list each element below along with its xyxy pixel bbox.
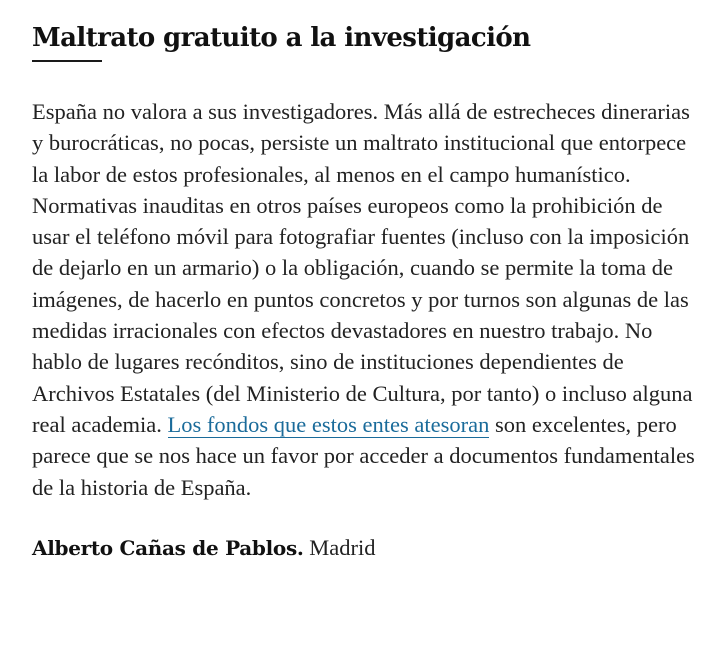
author-name: Alberto Cañas de Pablos. xyxy=(32,535,304,560)
body-text-after-link: son excelentes, pero parece que se nos hace un favor por acceder a documentos fundamentales de la historia de España. xyxy=(32,411,695,500)
fondos-link[interactable]: Los fondos que estos entes atesoran xyxy=(167,411,490,437)
author-city: Madrid xyxy=(309,534,376,560)
letter-body xyxy=(32,96,700,503)
title-underline-rule xyxy=(32,60,102,62)
body-text-before-link: España no valora a sus investigadores. Más allá de estrecheces dinerarias y burocráticas, no pocas, persiste un maltrato institucional que entorpece la labor de estos profesionales, al menos en el campo humanístico. Normativas inauditas en otros países europeos como la prohibición de usar el teléfono móvil para fotografiar fuentes (incluso con la imposición de dejarlo en un armario) o la obligación, cuando se permite la toma de imágenes, de hacerlo en puntos concretos y por turnos son algunas de las medidas irracionales con efectos devastadores en nuestro trabajo. No hablo de lugares recónditos, sino de instituciones dependientes de Archivos Estatales (del Ministerio de Cultura, por tanto) o incluso alguna real academia. xyxy=(32,99,693,437)
letter-title: Maltrato gratuito a la investigación xyxy=(32,23,531,53)
letter xyxy=(32,20,700,564)
signature xyxy=(32,532,700,564)
